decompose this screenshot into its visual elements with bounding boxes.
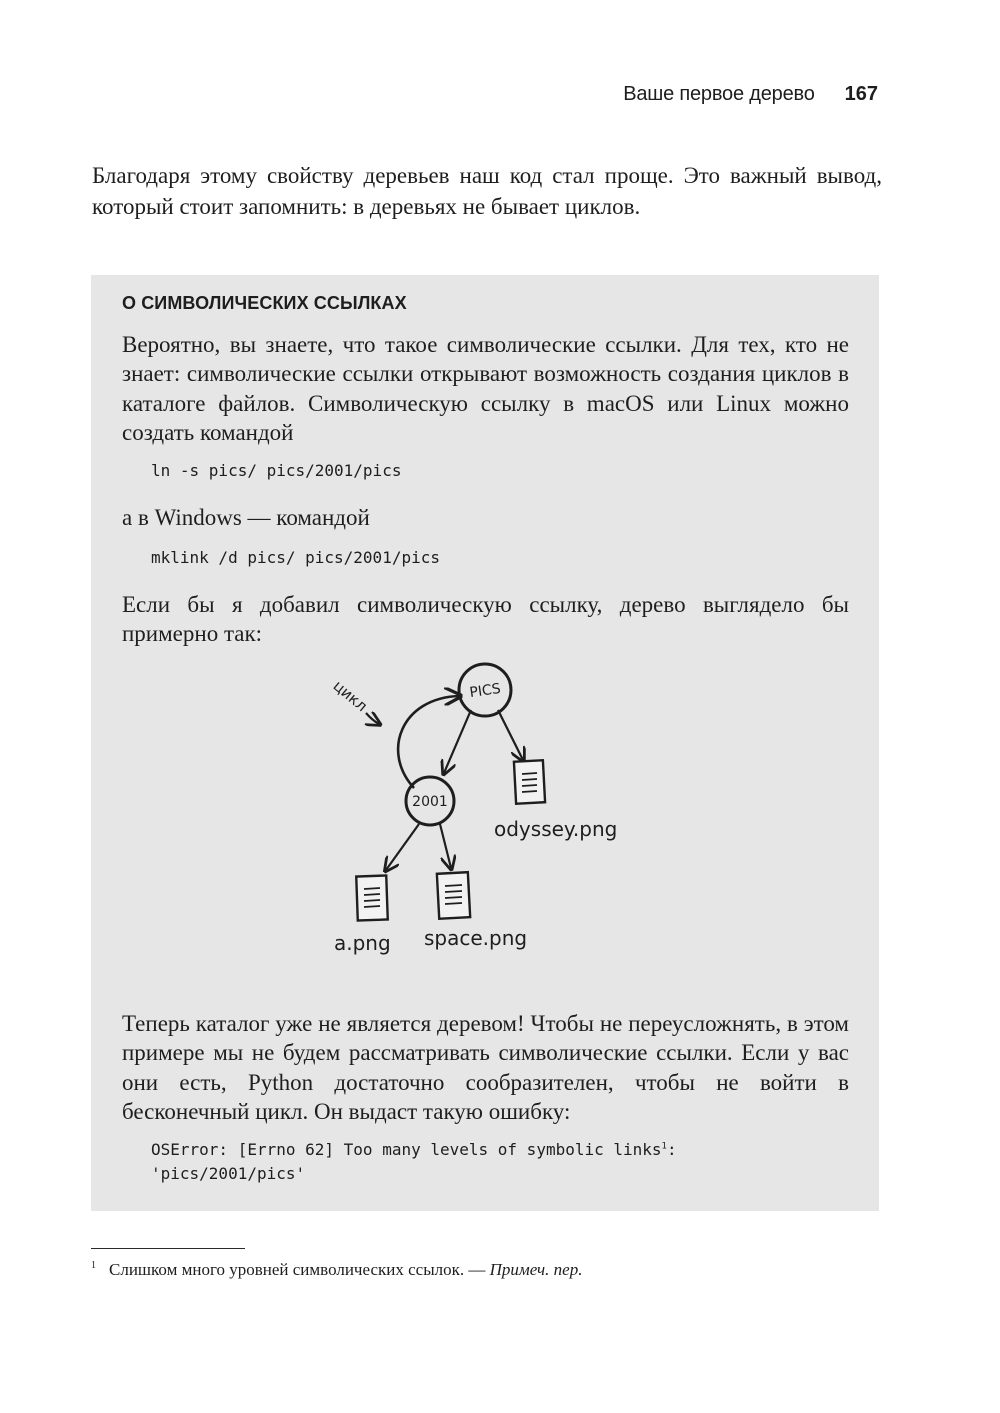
cycle-edge bbox=[398, 696, 459, 788]
cycle-label: цикл bbox=[329, 676, 371, 716]
sidebar-paragraph-2: а в Windows — командой bbox=[122, 505, 370, 530]
edge-pics-to-odyssey bbox=[498, 710, 523, 760]
footnote-translator-note: Примеч. пер. bbox=[489, 1260, 583, 1279]
footnote-text: Слишком много уровней символических ссылок. — bbox=[109, 1260, 490, 1279]
file-odyssey-label: odyssey.png bbox=[494, 817, 618, 841]
cycle-label-arrow bbox=[366, 713, 379, 724]
footnote-reference: 1 bbox=[661, 1141, 667, 1152]
symlink-tree-diagram bbox=[326, 660, 646, 975]
running-head bbox=[623, 80, 878, 108]
edge-2001-to-space bbox=[440, 824, 451, 868]
code-oserror-text: OSError: [Errno 62] Too many levels of symbolic links bbox=[151, 1140, 662, 1159]
file-odyssey-icon bbox=[514, 760, 545, 803]
page-number: 167 bbox=[844, 83, 878, 105]
edge-2001-to-a bbox=[386, 824, 419, 870]
footnote-divider bbox=[91, 1248, 245, 1249]
edge-pics-to-2001 bbox=[444, 710, 471, 773]
code-oserror-line-1 bbox=[151, 1138, 677, 1162]
sidebar-box bbox=[91, 275, 879, 1211]
sidebar-paragraph-4: Теперь каталог уже не является деревом! Чтобы не переусложнять, в этом примере мы не будем рассматривать символические ссылки. Если у вас они есть, Python достаточно сообразителен, чтобы не войти в бесконечный цикл. Он выдаст такую ошибку: bbox=[122, 1011, 849, 1124]
sidebar-paragraph-3: Если бы я добавил символическую ссылку, дерево выглядело бы примерно так: bbox=[122, 592, 849, 647]
code-oserror-colon: : bbox=[666, 1140, 677, 1159]
file-a-label: a.png bbox=[334, 931, 391, 955]
file-space-label: space.png bbox=[424, 926, 528, 950]
code-line-mklink: mklink /d pics/ pics/2001/pics bbox=[151, 548, 440, 567]
node-pics-label: PICS bbox=[468, 680, 502, 702]
code-line-ln: ln -s pics/ pics/2001/pics bbox=[151, 461, 402, 480]
footnote-number: 1 bbox=[91, 1260, 96, 1272]
sidebar-paragraph-1: Вероятно, вы знаете, что такое символические ссылки. Для тех, кто не знает: символические ссылки открывают возможность создания циклов в каталоге файлов. Символическую ссылку в macOS или Linux можно создать командой bbox=[122, 332, 849, 445]
footnote bbox=[91, 1258, 582, 1282]
intro-paragraph: Благодаря этому свойству деревьев наш код стал проще. Это важный вывод, который стоит запомнить: в деревьях не бывает циклов. bbox=[92, 163, 882, 219]
sidebar-title: О СИМВОЛИЧЕСКИХ ССЫЛКАХ bbox=[122, 293, 407, 313]
diagram-canvas bbox=[326, 660, 646, 970]
file-space-icon bbox=[437, 872, 470, 919]
running-head-title: Ваше первое дерево bbox=[623, 83, 815, 105]
node-2001-label: 2001 bbox=[412, 794, 448, 810]
code-oserror-line-2: 'pics/2001/pics' bbox=[151, 1164, 306, 1183]
file-a-icon bbox=[356, 875, 388, 920]
